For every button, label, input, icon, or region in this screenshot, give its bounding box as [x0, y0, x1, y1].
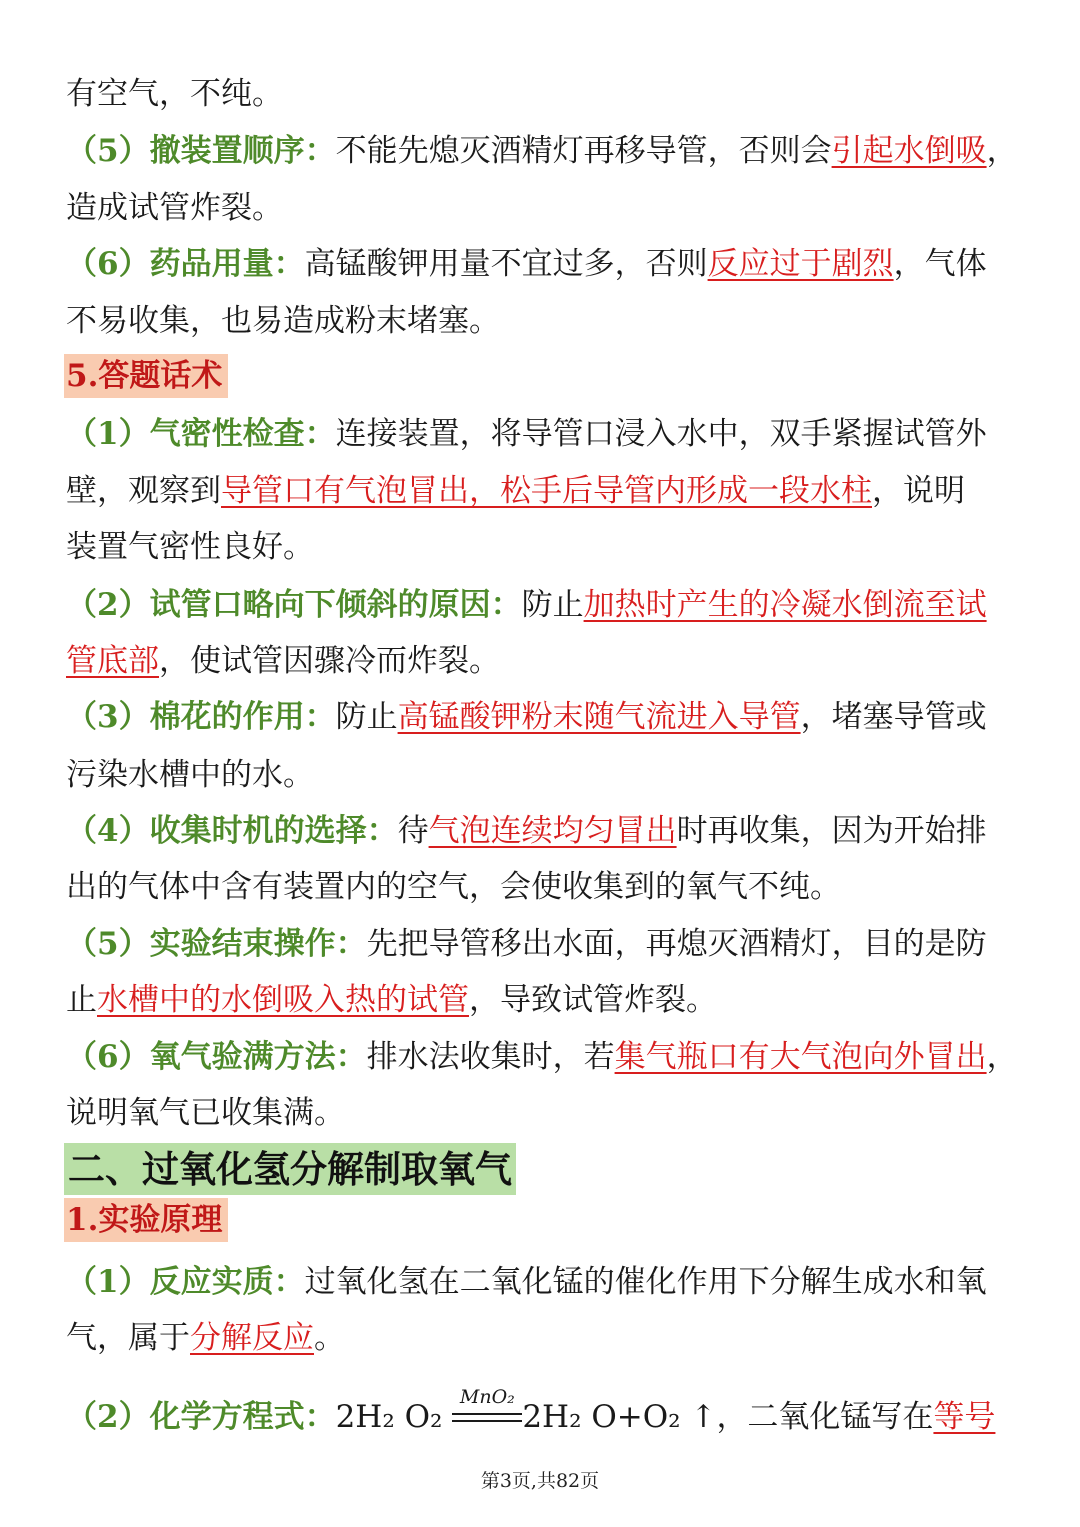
equation-right: 2H₂ O+O₂ ↑	[522, 1399, 717, 1435]
item-label: （4）收集时机的选择：	[66, 813, 398, 849]
equals-bar-bottom	[452, 1420, 522, 1422]
item-label: （1）反应实质：	[66, 1264, 305, 1300]
equation-left: 2H₂ O₂	[335, 1399, 443, 1435]
body-text: 先把导管移出水面，再熄灭酒精灯，目的是防	[366, 926, 987, 962]
body-text: 时再收集，因为开始排	[676, 813, 987, 849]
body-text: 待	[397, 813, 429, 849]
equation-label: （2）化学方程式：	[66, 1399, 336, 1435]
key-point-underlined: 集气瓶口有大气泡向外冒出	[614, 1039, 987, 1075]
item-label: （6）氧气验满方法：	[66, 1039, 367, 1075]
text-line	[66, 1318, 345, 1358]
text-line	[66, 980, 717, 1020]
text-line	[66, 244, 987, 284]
text-line	[66, 1037, 1018, 1077]
body-text: 壁，观察到	[66, 473, 221, 509]
key-point-underlined: 加热时产生的冷凝水倒流至试	[583, 587, 987, 623]
key-point-underlined: 水槽中的水倒吸入热的试管	[97, 982, 469, 1018]
text-line	[66, 527, 314, 567]
subsection-heading: 5.答题话术	[64, 354, 228, 398]
body-text: 连接装置，将导管口浸入水中，双手紧握试管外	[335, 416, 987, 452]
body-text: 防止	[521, 587, 584, 623]
body-text: 污染水槽中的水。	[66, 757, 314, 793]
body-text: 不能先熄灭酒精灯再移导管，否则会	[335, 133, 832, 169]
key-point-underlined: 气泡连续均匀冒出	[428, 813, 677, 849]
text-line	[66, 471, 965, 511]
body-text: ，堵塞导管或	[800, 699, 987, 735]
equation-after: ，二氧化锰写在	[716, 1399, 934, 1435]
body-text: 有空气，不纯。	[66, 76, 283, 112]
item-label: （1）气密性检查：	[66, 416, 336, 452]
text-line	[66, 697, 987, 737]
section-heading: 二、过氧化氢分解制取氧气	[64, 1143, 516, 1195]
body-text: 止	[66, 982, 97, 1018]
body-text: ，使试管因骤冷而炸裂。	[159, 643, 500, 679]
key-point-underlined: 高锰酸钾粉末随气流进入导管	[397, 699, 801, 735]
equation-red-term: 等号	[933, 1399, 996, 1435]
body-text: 。	[314, 1320, 345, 1356]
equation-line	[66, 1385, 996, 1439]
item-label: （5）实验结束操作：	[66, 926, 367, 962]
body-text: 造成试管炸裂。	[66, 190, 283, 226]
text-line	[66, 1093, 345, 1133]
text-line	[66, 74, 283, 114]
key-point-underlined: 分解反应	[190, 1320, 314, 1356]
text-line	[66, 924, 987, 964]
body-text: 过氧化氢在二氧化锰的催化作用下分解生成水和氧	[304, 1264, 987, 1300]
key-point-underlined: 引起水倒吸	[831, 133, 987, 169]
body-text: 防止	[335, 699, 398, 735]
item-label: （5）撤装置顺序：	[66, 133, 336, 169]
body-text: 出的气体中含有装置内的空气，会使收集到的氧气不纯。	[66, 869, 841, 905]
text-line	[66, 811, 987, 851]
text-line	[66, 867, 841, 907]
text-line	[66, 755, 314, 795]
key-point-underlined: 管底部	[66, 643, 159, 679]
text-line	[66, 641, 500, 681]
body-text: ，气体	[893, 246, 987, 282]
text-line	[66, 585, 987, 625]
body-text: ，说明	[872, 473, 965, 509]
item-label: （6）药品用量：	[66, 246, 305, 282]
item-label: （3）棉花的作用：	[66, 699, 336, 735]
body-text: 不易收集，也易造成粉末堵塞。	[66, 303, 500, 339]
equals-sign-with-catalyst	[452, 1385, 522, 1439]
page-footer: 第3页,共82页	[480, 1470, 600, 1492]
text-line	[66, 1262, 987, 1302]
item-label: （2）试管口略向下倾斜的原因：	[66, 587, 522, 623]
body-text: ，	[986, 133, 1018, 169]
text-line	[66, 414, 987, 454]
body-text: 气，属于	[66, 1320, 190, 1356]
body-text: 排水法收集时，若	[366, 1039, 615, 1075]
body-text: ，导致试管炸裂。	[469, 982, 717, 1018]
catalyst-label: MnO₂	[459, 1385, 515, 1408]
text-line	[66, 131, 1018, 171]
body-text: 说明氧气已收集满。	[66, 1095, 345, 1131]
text-line	[66, 188, 283, 228]
body-text: 高锰酸钾用量不宜过多，否则	[304, 246, 708, 282]
equals-bar-top	[452, 1413, 522, 1415]
text-line	[66, 301, 500, 341]
key-point-underlined: 导管口有气泡冒出，松手后导管内形成一段水柱	[221, 473, 872, 509]
body-text: ，	[986, 1039, 1018, 1075]
body-text: 装置气密性良好。	[66, 529, 314, 565]
key-point-underlined: 反应过于剧烈	[707, 246, 894, 282]
subsection-heading: 1.实验原理	[64, 1198, 228, 1242]
